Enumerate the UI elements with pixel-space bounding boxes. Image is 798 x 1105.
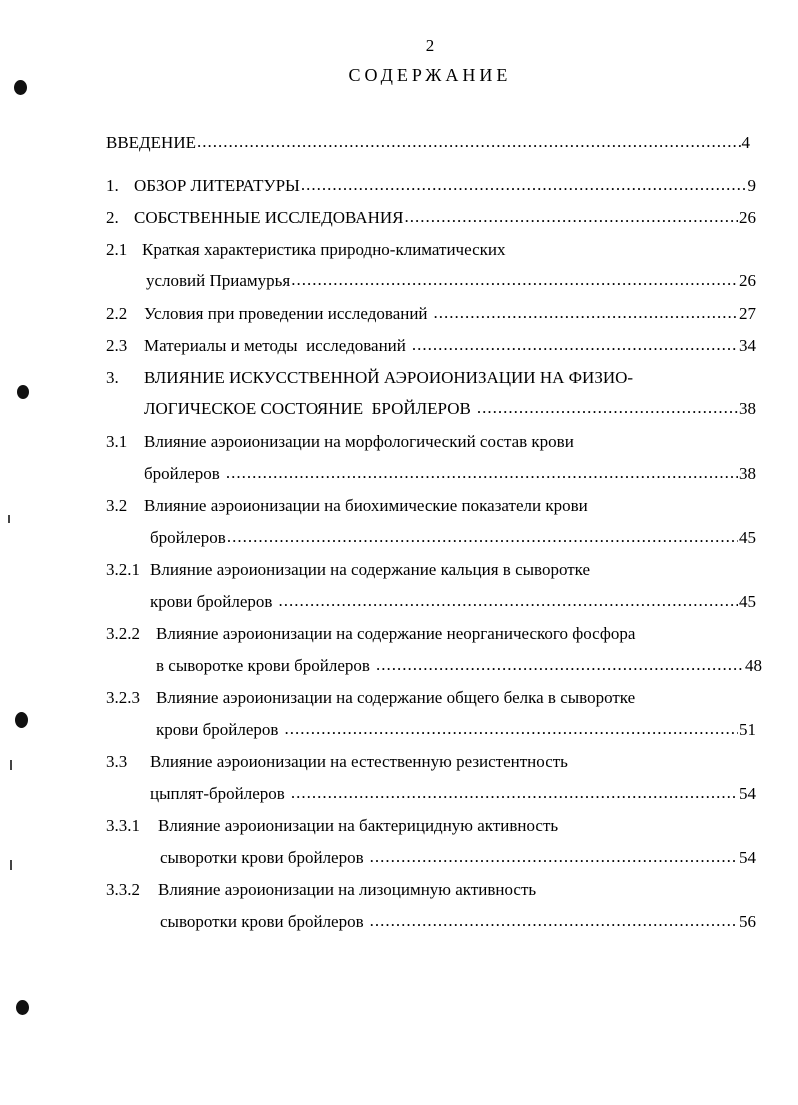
toc-entry-text: Краткая характеристика природно-климатических [142,240,506,259]
toc-entry-3-2-2-line-1 [106,623,635,645]
toc-page-number: 9 [747,176,756,195]
toc-entry-text: Влияние аэроионизации на лизоцимную активность [158,880,537,899]
toc-entry-2-3 [106,335,756,357]
toc-entry-text-cont: сыворотки крови бройлеров [160,912,364,931]
toc-entry-text: Влияние аэроионизации на морфологический состав крови [144,432,574,451]
scan-speck [8,515,10,523]
toc-entry-2-1-line-1 [106,239,505,261]
toc-page-number: 56 [739,912,756,931]
toc-entry-text: Влияние аэроионизации на естественную резистентность [150,752,568,771]
toc-entry-text-cont: цыплят-бройлеров [150,784,285,803]
toc-page-number: 27 [739,304,756,323]
toc-leader [197,131,741,153]
toc-leader [370,910,738,932]
toc-leader [477,397,738,419]
toc-entry-1 [106,175,756,197]
toc-entry-2-1 [146,270,756,292]
toc-page-number: 26 [739,271,756,290]
toc-entry-3-3-1 [160,847,756,869]
toc-leader [291,269,738,291]
toc-page-number: 38 [739,464,756,483]
scan-mark [16,1000,29,1015]
toc-leader [404,206,738,228]
toc-leader [227,526,738,548]
toc-entry-3-3-2 [160,911,756,933]
toc-entry-text-cont: условий Приамурья [146,271,291,290]
page-number: 2 [425,36,435,55]
toc-entry-3-3 [150,783,756,805]
toc-leader [284,718,738,740]
toc-entry-number: 3.2.1 [106,560,140,579]
page-title: СОДЕРЖАНИЕ [348,65,512,85]
toc-page-number: 54 [739,784,756,803]
scan-speck [10,860,12,870]
toc-page-number: 4 [741,133,750,152]
toc-entry-text: Влияние аэроионизации на содержание общего белка в сыворотке [156,688,636,707]
toc-entry-text-cont: бройлеров [150,528,226,547]
toc-entry-text: Влияние аэроионизации на содержание кальция в сыворотке [150,560,591,579]
toc-entry-3-2-1-line-1 [106,559,590,581]
toc-entry-number: 1. [106,176,119,195]
toc-entry-3-2-line-1 [106,495,588,517]
toc-entry-text: Влияние аэроионизации на бактерицидную активность [158,816,559,835]
toc-entry-text: ВВЕДЕНИЕ [106,133,196,152]
toc-entry-text: ОБЗОР ЛИТЕРАТУРЫ [134,176,300,195]
toc-entry-text-cont: бройлеров [144,464,220,483]
toc-entry-text-cont: крови бройлеров [156,720,279,739]
toc-entry-number: 3.3.2 [106,880,140,899]
toc-entry-3-2-3 [156,719,756,741]
toc-page-number: 54 [739,848,756,867]
toc-entry-number: 2. [106,208,119,227]
toc-entry-number: 3.2.2 [106,624,140,643]
toc-entry-3-2-3-line-1 [106,687,635,709]
toc-entry-2 [106,207,756,229]
toc-entry-number: 3.2.3 [106,688,140,707]
scan-mark [17,385,29,399]
toc-entry-text: Материалы и методы исследований [144,336,406,355]
toc-entry-number: 3.3.1 [106,816,140,835]
toc-leader [278,590,738,612]
toc-entry-text: Условия при проведении исследований [144,304,428,323]
scan-speck [10,760,12,770]
toc-leader [370,846,738,868]
toc-entry-text-cont: ЛОГИЧЕСКОЕ СОСТОЯНИЕ БРОЙЛЕРОВ [144,399,471,418]
toc-entry-3-3-1-line-1 [106,815,558,837]
toc-page-number: 48 [745,656,762,675]
toc-entry-3 [144,398,756,420]
toc-leader [291,782,738,804]
toc-entry-3-2-2 [156,655,762,677]
toc-entry-3-2-1 [150,591,756,613]
toc-entry-3-2 [150,527,756,549]
toc-entry-number: 3.2 [106,496,128,515]
toc-entry-text: Влияние аэроионизации на содержание неорганического фосфора [156,624,636,643]
toc-leader [434,302,738,324]
toc-entry-3-3-2-line-1 [106,879,536,901]
toc-entry-3-1 [144,463,756,485]
toc-entry-2-2 [106,303,756,325]
toc-entry-text-cont: крови бройлеров [150,592,273,611]
toc-entry-3-line-1 [106,367,633,389]
toc-page-number: 45 [739,528,756,547]
toc-entry-number: 2.2 [106,304,128,323]
toc-entry-text: Влияние аэроионизации на биохимические показатели крови [144,496,588,515]
toc-entry-text-cont: сыворотки крови бройлеров [160,848,364,867]
toc-page-number: 45 [739,592,756,611]
toc-entry-text: СОБСТВЕННЫЕ ИССЛЕДОВАНИЯ [134,208,404,227]
toc-entry-number: 3.3 [106,752,128,771]
toc-entry-number: 3. [106,368,119,387]
toc-leader [301,174,747,196]
toc-entry-text-cont: в сыворотке крови бройлеров [156,656,370,675]
toc-entry-number: 2.1 [106,240,128,259]
scan-mark [15,712,28,728]
toc-entry-3-3-line-1 [106,751,568,773]
toc-leader [376,654,744,676]
toc-entry-introduction [106,132,750,154]
toc-page-number: 26 [739,208,756,227]
toc-page-number: 34 [739,336,756,355]
toc-entry-3-1-line-1 [106,431,574,453]
toc-page-number: 38 [739,399,756,418]
toc-entry-number: 2.3 [106,336,128,355]
toc-entry-number: 3.1 [106,432,128,451]
toc-leader [226,462,738,484]
toc-page-number: 51 [739,720,756,739]
toc-entry-text: ВЛИЯНИЕ ИСКУССТВЕННОЙ АЭРОИОНИЗАЦИИ НА ФИЗИО- [144,368,634,387]
toc-leader [412,334,738,356]
